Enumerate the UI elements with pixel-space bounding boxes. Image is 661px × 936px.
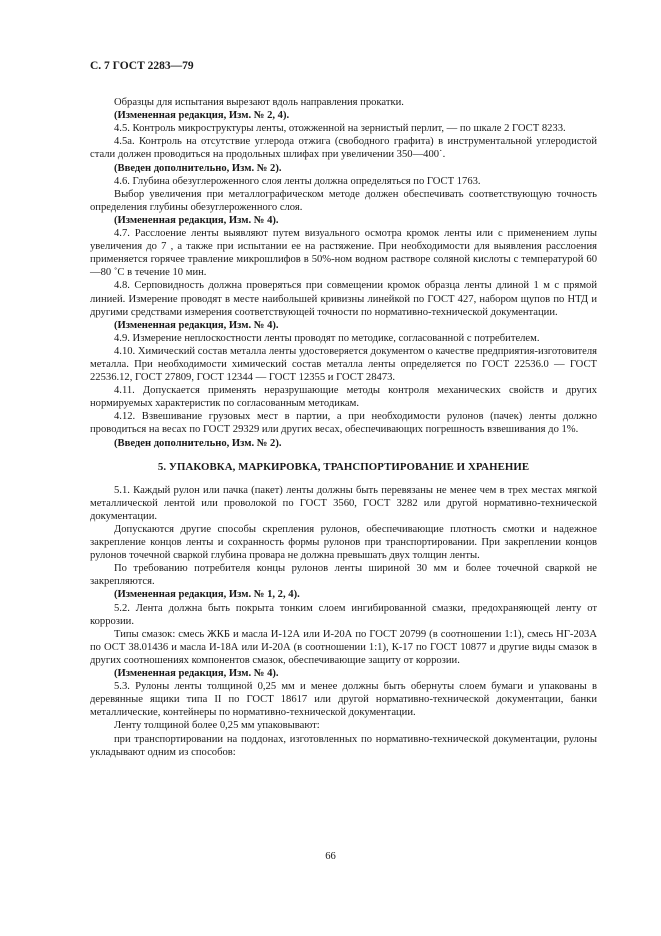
amendment-note: (Измененная редакция, Изм. № 2, 4). [114,110,290,122]
paragraph: 4.10. Химический состав металла ленты удостоверяется документом о качестве предприятия-изготовителя металла. При необходимости химический состав металла ленты определяется по ГОСТ 22536.0 — ГОСТ 22536.12, ГОСТ 27809, ГОСТ 12344 — ГОСТ 12355 и ГОСТ 28473. [90,345,597,384]
paragraph: при транспортировании на поддонах, изготовленных по нормативно-технической документации, рулоны укладывают одним из способов: [90,733,597,758]
amendment-note: (Введен дополнительно, Изм. № 2). [114,162,282,174]
amendment-note: (Введен дополнительно, Изм. № 2). [114,437,282,449]
paragraph: 4.8. Серповидность должна проверяться при совмещении кромок образца ленты длиной 1 м с прямой линией. Измерение проводят в месте наибольшей кривизны линейкой по ГОСТ 427, набором щупов по НТД и другими средствами измерения соответствующей точности по нормативно-технической документации. [90,280,597,318]
paragraph: 4.5. Контроль микроструктуры ленты, отожженной на зернистый перлит, — по шкале 2 ГОСТ 8233. [114,123,566,135]
paragraph: 4.12. Взвешивание грузовых мест в партии, а при необходимости рулонов (пачек) ленты должно проводиться на весах по ГОСТ 29329 или других весах, обеспечивающих погрешность взвешивания до 1%. [90,411,597,436]
section-5-title: 5. УПАКОВКА, МАРКИРОВКА, ТРАНСПОРТИРОВАНИЕ И ХРАНЕНИЕ [157,460,530,473]
paragraph: 5.1. Каждый рулон или пачка (пакет) ленты должны быть перевязаны не менее чем в трех местах мягкой металлической лентой или проволокой по ГОСТ 3560, ГОСТ 3282 или другой нормативно-технической документации. [90,484,597,522]
amendment-note: (Измененная редакция, Изм. № 4). [114,214,279,226]
paragraph: Выбор увеличения при металлографическом методе должен обеспечивать соответствующую точность определения глубины обезуглероженного слоя. [90,188,597,213]
page-header: С. 7 ГОСТ 2283—79 [90,60,194,72]
paragraph: 5.2. Лента должна быть покрыта тонким слоем ингибированной смазки, предохраняющей ленту от коррозии. [90,602,597,627]
section-5-text [90,484,597,759]
section-4-text [90,96,597,450]
paragraph: 5.3. Рулоны ленты толщиной 0,25 мм и менее должны быть обернуты слоем бумаги и упакованы в деревянные ящики типа II по ГОСТ 18617 или другой нормативно-технической документации, банки металлические, контейнеры по нормативно-технической документации. [90,681,597,719]
amendment-note: (Измененная редакция, Изм. № 1, 2, 4). [114,589,300,601]
paragraph: По требованию потребителя концы рулонов ленты шириной 30 мм и более точечной сваркой не закрепляются. [90,563,597,588]
amendment-note: (Измененная редакция, Изм. № 4). [114,668,279,680]
paragraph: 4.6. Глубина обезуглероженного слоя ленты должна определяться по ГОСТ 1763. [114,175,481,187]
paragraph: Допускаются другие способы скрепления рулонов, обеспечивающие плотность смотки и надежное закрепление концов ленты и сохранность формы рулонов при транспортировании. При закреплении концов рулонов точечной сваркой глубина провара не должна превышать двух толщин ленты. [90,524,597,562]
paragraph: Типы смазок: смесь ЖКБ и масла И-12А или И-20А по ГОСТ 20799 (в соотношении 1:1), смесь НГ-203А по ОСТ 38.01436 и масла И-18А или И-20А (в соотношении 1:1), К-17 по ГОСТ 10877 и другие виды смазок в других соотношениях компонентов смазок, обеспечивающие защиту от коррозии. [90,628,597,666]
paragraph: Ленту толщиной более 0,25 мм упаковывают: [114,720,320,732]
paragraph: 4.5а. Контроль на отсутствие углерода отжига (свободного графита) в инструментальной углеродистой стали должен проводиться на продольных шлифах при увеличении 350—400˙. [90,136,597,161]
paragraph: 4.11. Допускается применять неразрушающие методы контроля механических свойств и других нормируемых характеристик по согласованным методикам. [90,385,597,410]
paragraph: 4.9. Измерение неплоскостности ленты проводят по методике, согласованной с потребителем. [114,332,540,344]
paragraph: Образцы для испытания вырезают вдоль направления прокатки. [114,97,404,109]
page-number: 66 [325,851,336,862]
paragraph: 4.7. Расслоение ленты выявляют путем визуального осмотра кромок ленты или с применением лупы увеличения до 7 , а также при испытании ее на растяжение. При необходимости для выявления расслоения применяется горячее травление микрошлифов в 50%-ном водном растворе соляной кислоты с температурой 60—80 ˚С в течение 10 мин. [90,228,597,279]
amendment-note: (Измененная редакция, Изм. № 4). [114,319,279,331]
